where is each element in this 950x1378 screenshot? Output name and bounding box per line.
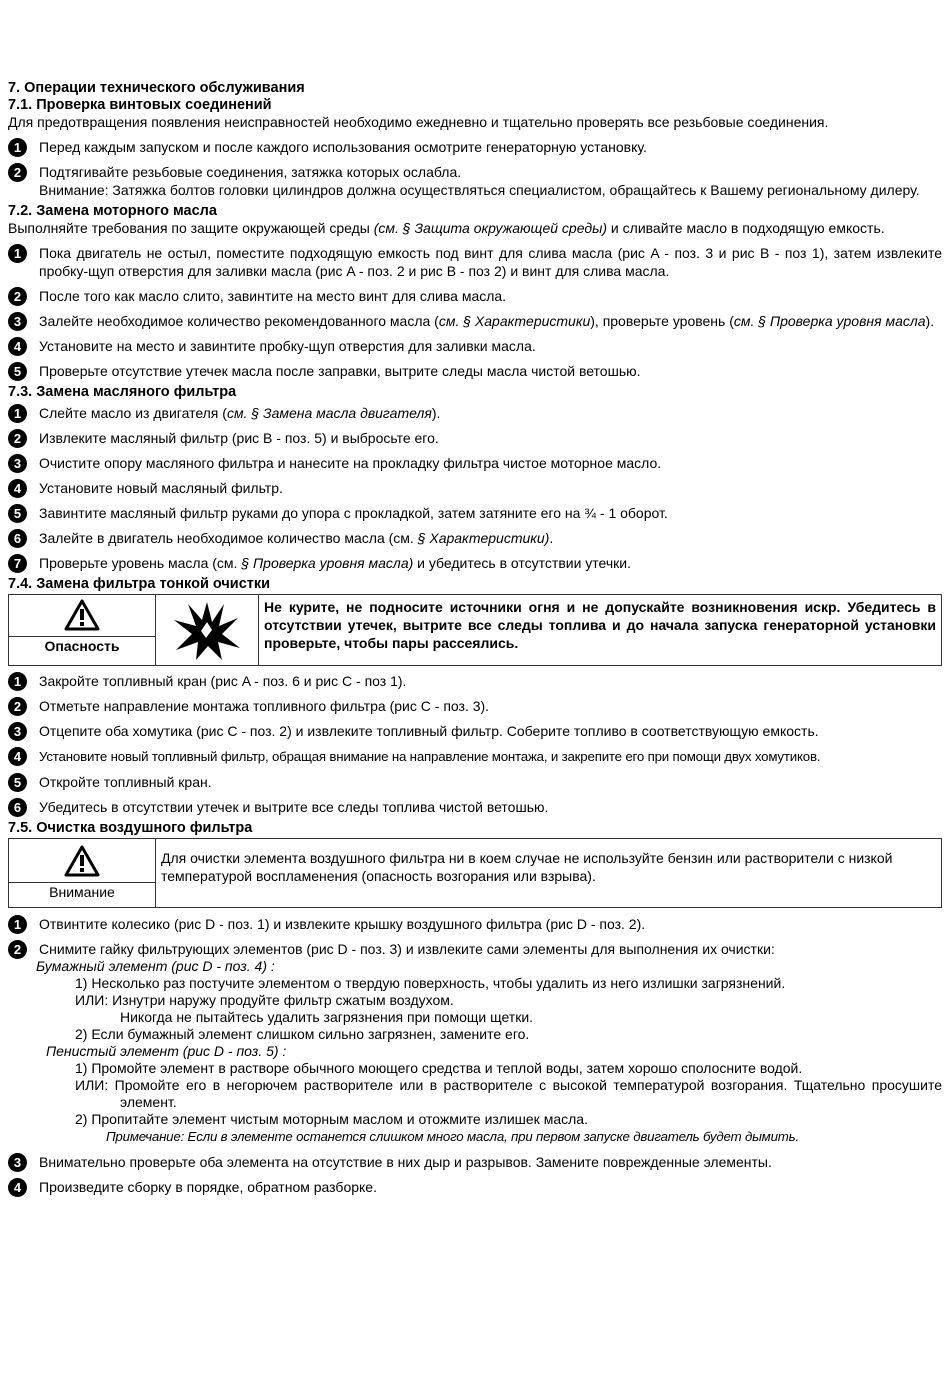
step-number-badge: 1 — [8, 138, 27, 157]
step-number-badge: 3 — [8, 312, 27, 331]
step-item — [8, 244, 942, 280]
reference-text: см. § Замена масла двигателя — [226, 405, 432, 421]
step-number-badge: 2 — [8, 163, 27, 182]
step-text: Завинтите масляный фильтр руками до упора с прокладкой, затем затяните его на ¾ - 1 оборот. — [39, 505, 668, 521]
caution-warning-table — [8, 838, 942, 908]
step-number-badge: 3 — [8, 722, 27, 741]
step-number-badge: 3 — [8, 1153, 27, 1172]
subsection-title: 7.4. Замена фильтра тонкой очистки — [8, 576, 271, 592]
step-number-badge: 1 — [8, 404, 27, 423]
step-text: После того как масло слито, завинтите на место винт для слива масла. — [39, 288, 507, 304]
step-item — [8, 1153, 942, 1171]
reference-text: см. § Характеристики — [438, 313, 591, 329]
step-item — [8, 915, 942, 933]
step-text: Подтягивайте резьбовые соединения, затяжка которых ослабла. — [39, 164, 462, 180]
step-text: Откройте топливный кран. — [39, 774, 212, 790]
step-item — [8, 554, 942, 572]
step-item — [8, 337, 942, 355]
step-item — [8, 479, 942, 497]
step-number-badge: 1 — [8, 244, 27, 263]
step-number-badge: 1 — [8, 915, 27, 934]
step-item — [8, 163, 942, 199]
sub-step: ИЛИ: Промойте его в негорючем растворителе или в растворителе с высокой температурой возгорания. Тщательно просушите элемент. — [75, 1077, 942, 1110]
step-item — [8, 697, 942, 715]
text-run: и убедитесь в отсутствии утечки. — [413, 555, 631, 571]
step-note: Внимание: Затяжка болтов головки цилиндров должна осуществляться специалистом, обращайтесь к Вашему региональному дилеру. — [39, 182, 920, 198]
step-number-badge: 5 — [8, 504, 27, 523]
step-number-badge: 4 — [8, 479, 27, 498]
step-item — [8, 138, 942, 156]
warning-text: Для очистки элемента воздушного фильтра ни в коем случае не используйте бензин или растворители с низкой температурой воспламенения (опасность возгорания или взрыва). — [156, 839, 942, 908]
sub-step: 1) Несколько раз постучите элементом о твердую поверхность, чтобы удалить из него излишки загрязнений. — [75, 975, 786, 991]
subsection-title: 7.2. Замена моторного масла — [8, 203, 217, 219]
step-text: Снимите гайку фильтрующих элементов (рис D - поз. 3) и извлеките сами элементы для выполнения их очистки: — [39, 941, 775, 957]
step-text: Закройте топливный кран (рис A - поз. 6 и рис C - поз 1). — [39, 673, 407, 689]
step-number-badge: 7 — [8, 554, 27, 573]
step-item — [8, 404, 942, 422]
sub-step: Никогда не пытайтесь удалить загрязнения при помощи щетки. — [120, 1009, 534, 1025]
sub-step: 2) Пропитайте элемент чистым моторным маслом и отожмите излишек масла. — [75, 1111, 588, 1127]
step-text: Установите новый топливный фильтр, обращая внимание на направление монтажа, и закрепите его при помощи двух хомутиков. — [39, 749, 821, 764]
step-item — [8, 504, 942, 522]
step-number-badge: 6 — [8, 529, 27, 548]
step-item — [8, 1178, 942, 1196]
step-item — [8, 773, 942, 791]
section-title: 7. Операции технического обслуживания — [8, 80, 305, 96]
step-item — [8, 722, 942, 740]
warning-level-label: Опасность — [9, 636, 155, 656]
step-item — [8, 747, 942, 766]
subsection-title: 7.3. Замена масляного фильтра — [8, 384, 237, 400]
text-run: Залейте необходимое количество рекомендованного масла ( — [39, 313, 439, 329]
step-number-badge: 1 — [8, 672, 27, 691]
text-run: и сливайте масло в подходящую емкость. — [607, 220, 885, 236]
text-run: ), проверьте уровень ( — [590, 313, 734, 329]
step-number-badge: 2 — [8, 429, 27, 448]
danger-warning-table — [8, 594, 942, 666]
warning-text: Не курите, не подносите источники огня и не допускайте возникновения искр. Убедитесь в отсутствии утечек, вытрите все следы топлива и до начала запуска генераторной установки проверьте, чтобы пары рассеялись. — [259, 595, 942, 666]
step-item — [8, 529, 942, 547]
step-text: Пока двигатель не остыл, поместите подходящую емкость под винт для слива масла (рис A - поз. 3 и рис B - поз 1), затем извлеките пробку-щуп отверстия для заливки масла (рис A - поз. 2 и рис B - поз 2) и винт для слива масла. — [39, 245, 942, 279]
text-run: . — [549, 530, 554, 546]
warning-triangle-icon — [9, 595, 155, 634]
step-item — [8, 362, 942, 380]
paragraph: Для предотвращения появления неисправностей необходимо ежедневно и тщательно проверять все резьбовые соединения. — [8, 114, 829, 130]
step-text: Отцепите оба хомутика (рис C - поз. 2) и извлеките топливный фильтр. Соберите топливо в соответствующую емкость. — [39, 723, 819, 739]
reference-text: (см. § Защита окружающей среды) — [373, 220, 608, 236]
document-page — [8, 80, 942, 1196]
step-text: Убедитесь в отсутствии утечек и вытрите все следы топлива чистой ветошью. — [39, 799, 549, 815]
step-number-badge: 2 — [8, 940, 27, 959]
step-number-badge: 5 — [8, 362, 27, 381]
reference-text: § Проверка уровня масла) — [241, 555, 414, 571]
warning-level-cell — [9, 839, 156, 908]
sub-heading: Пенистый элемент (рис D - поз. 5) : — [46, 1043, 287, 1059]
step-text — [39, 312, 942, 330]
paragraph — [8, 220, 942, 237]
step-text: Отметьте направление монтажа топливного фильтра (рис C - поз. 3). — [39, 698, 490, 714]
step-text: Установите новый масляный фильтр. — [39, 480, 283, 496]
warning-triangle-icon — [9, 839, 155, 880]
warning-level-cell — [9, 595, 156, 666]
text-run: Залейте в двигатель необходимое количество масла (см. — [39, 530, 418, 546]
reference-text: см. § Проверка уровня масла — [733, 313, 926, 329]
step-text: Внимательно проверьте оба элемента на отсутствие в них дыр и разрывов. Замените поврежденные элементы. — [39, 1154, 772, 1170]
text-run: Слейте масло из двигателя ( — [39, 405, 227, 421]
text-run: Проверьте уровень масла (см. — [39, 555, 242, 571]
step-number-badge: 4 — [8, 337, 27, 356]
step-text: Проверьте отсутствие утечек масла после заправки, вытрите следы масла чистой ветошью. — [39, 363, 641, 379]
step-number-badge: 4 — [8, 1178, 27, 1197]
subsection-title: 7.1. Проверка винтовых соединений — [8, 97, 272, 113]
explosion-icon — [156, 595, 259, 666]
step-item — [8, 312, 942, 330]
step-number-badge: 4 — [8, 747, 27, 766]
step-item — [8, 429, 942, 447]
step-item — [8, 798, 942, 816]
text-run: ). — [925, 313, 935, 329]
reference-text: § Характеристики) — [417, 530, 550, 546]
step-text: Произведите сборку в порядке, обратном разборке. — [39, 1179, 377, 1195]
step-number-badge: 5 — [8, 773, 27, 792]
step-item — [8, 454, 942, 472]
subsection-title: 7.5. Очистка воздушного фильтра — [8, 820, 253, 836]
sub-step: ИЛИ: Изнутри наружу продуйте фильтр сжатым воздухом. — [75, 992, 454, 1008]
step-text: Перед каждым запуском и после каждого использования осмотрите генераторную установку. — [39, 139, 647, 155]
step-text: Очистите опору масляного фильтра и нанесите на прокладку фильтра чистое моторное масло. — [39, 455, 662, 471]
step-number-badge: 6 — [8, 798, 27, 817]
step-text — [39, 405, 440, 421]
step-text: Отвинтите колесико (рис D - поз. 1) и извлеките крышку воздушного фильтра (рис D - поз. 2). — [39, 916, 646, 932]
text-run: Выполняйте требования по защите окружающей среды — [8, 220, 374, 236]
step-text: Установите на место и завинтите пробку-щуп отверстия для заливки масла. — [39, 338, 536, 354]
step-item — [8, 672, 942, 690]
warning-level-label: Внимание — [9, 882, 155, 901]
step-number-badge: 2 — [8, 287, 27, 306]
step-text — [39, 530, 553, 546]
text-run: ). — [431, 405, 441, 421]
step-number-badge: 2 — [8, 697, 27, 716]
sub-step: 2) Если бумажный элемент слишком сильно загрязнен, замените его. — [75, 1026, 530, 1042]
step-item — [8, 287, 942, 305]
step-text: Извлеките масляный фильтр (рис B - поз. 5) и выбросьте его. — [39, 430, 439, 446]
step-item — [8, 940, 942, 958]
note-text: Примечание: Если в элементе останется слишком много масла, при первом запуске двигатель будет дымить. — [106, 1129, 799, 1144]
sub-heading: Бумажный элемент (рис D - поз. 4) : — [36, 958, 275, 974]
sub-step: 1) Промойте элемент в растворе обычного моющего средства и теплой воды, затем хорошо сполосните водой. — [75, 1060, 803, 1076]
step-number-badge: 3 — [8, 454, 27, 473]
step-text — [39, 555, 631, 571]
